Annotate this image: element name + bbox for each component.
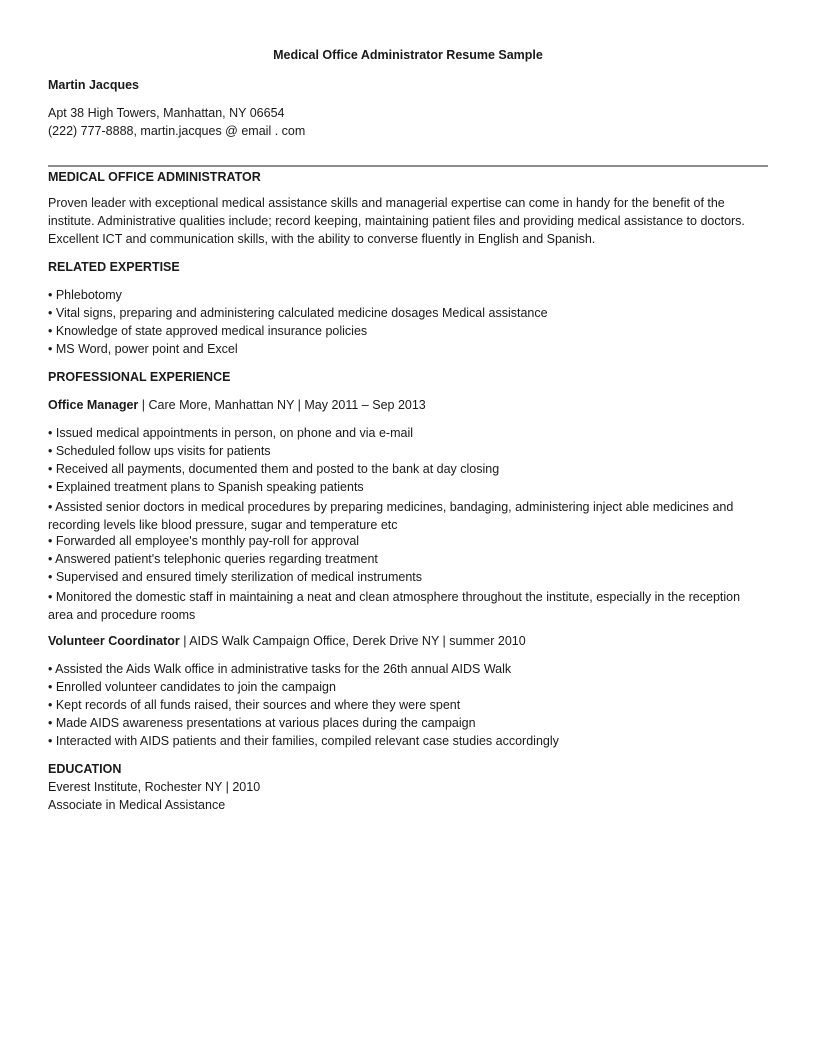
document-title: Medical Office Administrator Resume Sample [273, 48, 543, 62]
job-item: • Issued medical appointments in person, on phone and via e-mail [48, 426, 414, 440]
job-item: • Forwarded all employee's monthly pay-roll for approval [48, 534, 360, 548]
summary-heading: MEDICAL OFFICE ADMINISTRATOR [48, 170, 261, 184]
expertise-heading: RELATED EXPERTISE [48, 260, 180, 274]
job-item: • Enrolled volunteer candidates to join the campaign [48, 680, 336, 694]
education-heading: EDUCATION [48, 762, 122, 776]
expertise-item: • Vital signs, preparing and administering calculated medicine dosages Medical assistance [48, 306, 548, 320]
candidate-name: Martin Jacques [48, 78, 140, 92]
job-title: Volunteer Coordinator [48, 634, 180, 648]
job-item: • Interacted with AIDS patients and their families, compiled relevant case studies accordingly [48, 734, 559, 748]
job-details: | AIDS Walk Campaign Office, Derek Drive NY | summer 2010 [179, 634, 526, 648]
expertise-item: • Phlebotomy [48, 288, 122, 302]
job-item: • Assisted the Aids Walk office in administrative tasks for the 26th annual AIDS Walk [48, 662, 512, 676]
job-item: • Explained treatment plans to Spanish speaking patients [48, 480, 364, 494]
job-item: • Monitored the domestic staff in maintaining a neat and clean atmosphere throughout the institute, especially in the reception area and procedure rooms [48, 590, 741, 622]
job-item: • Scheduled follow ups visits for patients [48, 444, 271, 458]
contact-info: (222) 777-8888, martin.jacques @ email . com [48, 124, 306, 138]
job-item: • Received all payments, documented them and posted to the bank at day closing [48, 462, 500, 476]
job-item: • Made AIDS awareness presentations at various places during the campaign [48, 716, 476, 730]
job-title: Office Manager [48, 398, 139, 412]
education-degree: Associate in Medical Assistance [48, 798, 226, 812]
expertise-item: • MS Word, power point and Excel [48, 342, 238, 356]
job-item: • Assisted senior doctors in medical procedures by preparing medicines, bandaging, administering inject able medicines and recording levels like blood pressure, sugar and temperature etc [48, 500, 734, 532]
job-header-office-manager [48, 398, 426, 412]
job-header-volunteer-coordinator [48, 634, 526, 648]
job-item: • Answered patient's telephonic queries regarding treatment [48, 552, 378, 566]
summary-text: Proven leader with exceptional medical assistance skills and managerial expertise can come in handy for the benefit of the institute. Administrative qualities include; record keeping, maintaining patient files and providing medical assistance to doctors. Excellent ICT and communication skills, with the ability to converse fluently in English and Spanish. [48, 196, 745, 246]
job-item: • Kept records of all funds raised, their sources and where they were spent [48, 698, 461, 712]
header-divider [48, 165, 768, 167]
job-details: | Care More, Manhattan NY | May 2011 – Sep 2013 [138, 398, 426, 412]
address: Apt 38 High Towers, Manhattan, NY 06654 [48, 106, 285, 120]
education-school: Everest Institute, Rochester NY | 2010 [48, 780, 261, 794]
experience-heading: PROFESSIONAL EXPERIENCE [48, 370, 231, 384]
job-item: • Supervised and ensured timely sterilization of medical instruments [48, 570, 422, 584]
expertise-item: • Knowledge of state approved medical insurance policies [48, 324, 368, 338]
